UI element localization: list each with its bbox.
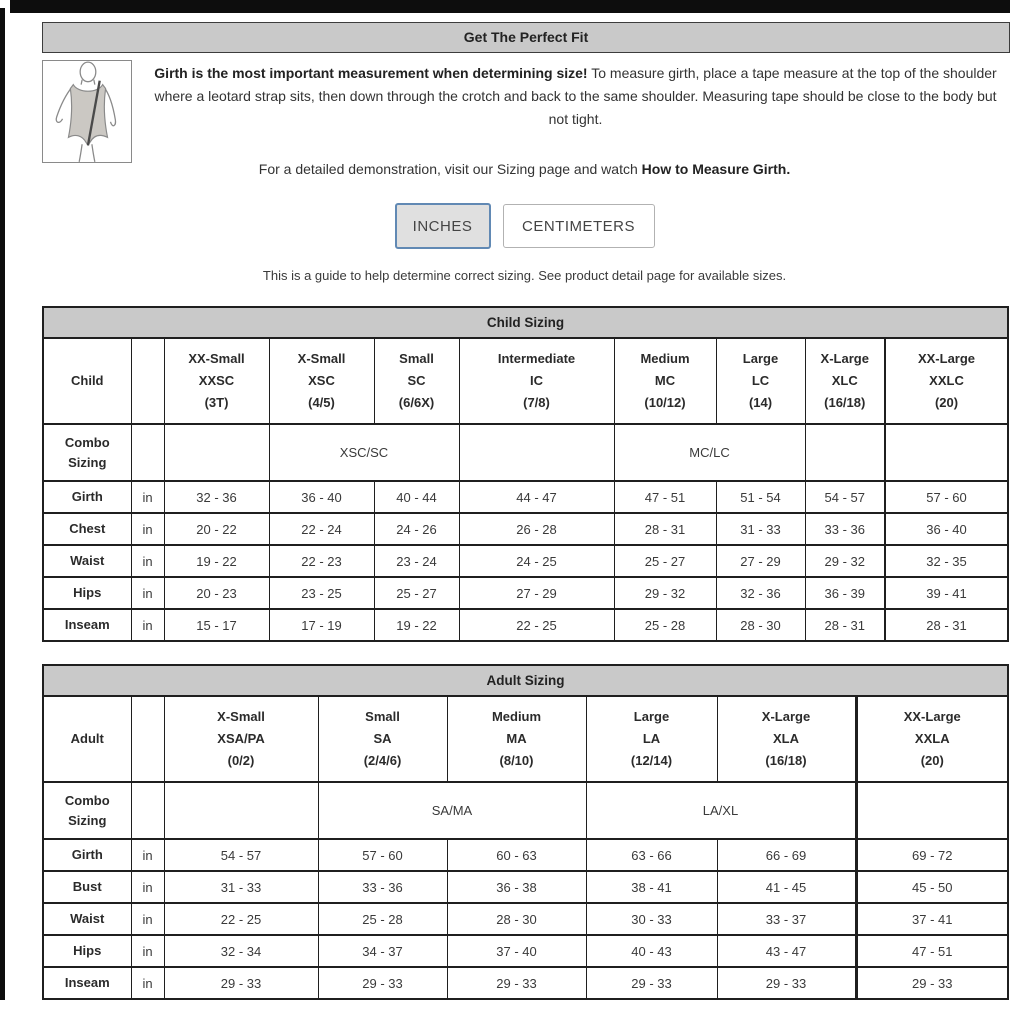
size-value-cell: 23 - 24 bbox=[374, 545, 459, 577]
size-value-cell: 31 - 33 bbox=[164, 871, 318, 903]
combo-cell: XSC/SC bbox=[269, 424, 459, 481]
size-value-cell: 25 - 27 bbox=[614, 545, 716, 577]
size-value-cell: 57 - 60 bbox=[885, 481, 1008, 513]
size-value-cell: 57 - 60 bbox=[318, 839, 447, 871]
size-value-cell: 38 - 41 bbox=[586, 871, 717, 903]
size-value-cell: 25 - 27 bbox=[374, 577, 459, 609]
size-value-cell: 47 - 51 bbox=[856, 935, 1008, 967]
girth-measurement-icon bbox=[42, 60, 132, 163]
unit-toggle bbox=[42, 203, 1007, 249]
size-value-cell: 24 - 26 bbox=[374, 513, 459, 545]
size-value-cell: 29 - 33 bbox=[164, 967, 318, 999]
size-value-cell: 47 - 51 bbox=[614, 481, 716, 513]
unit-cell: in bbox=[131, 839, 164, 871]
intro-rest-text: To measure girth, place a tape measure at the top of the shoulder where a leotard strap sits, then down through the crotch and back to the same shoulder. Measuring tape should be close to the body but not tight. bbox=[154, 65, 997, 127]
size-value-cell: 54 - 57 bbox=[805, 481, 885, 513]
table-row-group-label: Child bbox=[43, 338, 131, 424]
size-value-cell: 17 - 19 bbox=[269, 609, 374, 641]
size-header-cell: Large LA (12/14) bbox=[586, 696, 717, 782]
size-value-cell: 32 - 35 bbox=[885, 545, 1008, 577]
measurement-label: Bust bbox=[43, 871, 131, 903]
size-value-cell: 25 - 28 bbox=[318, 903, 447, 935]
combo-cell: MC/LC bbox=[614, 424, 805, 481]
size-value-cell: 22 - 25 bbox=[164, 903, 318, 935]
size-value-cell: 27 - 29 bbox=[459, 577, 614, 609]
demo-bold-text: How to Measure Girth. bbox=[641, 161, 791, 177]
size-value-cell: 36 - 39 bbox=[805, 577, 885, 609]
size-value-cell: 29 - 32 bbox=[805, 545, 885, 577]
unit-cell bbox=[131, 424, 164, 481]
size-value-cell: 29 - 33 bbox=[586, 967, 717, 999]
combo-cell: LA/XL bbox=[586, 782, 856, 839]
size-value-cell: 40 - 43 bbox=[586, 935, 717, 967]
size-value-cell: 26 - 28 bbox=[459, 513, 614, 545]
size-header-cell: XX-Large XXLC (20) bbox=[885, 338, 1008, 424]
size-value-cell: 33 - 36 bbox=[318, 871, 447, 903]
unit-cell: in bbox=[131, 967, 164, 999]
size-value-cell: 54 - 57 bbox=[164, 839, 318, 871]
size-header-cell: X-Large XLA (16/18) bbox=[717, 696, 856, 782]
size-value-cell: 36 - 38 bbox=[447, 871, 586, 903]
unit-cell: in bbox=[131, 481, 164, 513]
size-header-cell: Small SA (2/4/6) bbox=[318, 696, 447, 782]
combo-cell bbox=[805, 424, 885, 481]
table-title: Adult Sizing bbox=[43, 665, 1008, 696]
intro-section bbox=[42, 60, 1007, 163]
size-value-cell: 28 - 31 bbox=[614, 513, 716, 545]
size-value-cell: 29 - 33 bbox=[447, 967, 586, 999]
measurement-label: Hips bbox=[43, 577, 131, 609]
size-value-cell: 37 - 40 bbox=[447, 935, 586, 967]
size-value-cell: 22 - 24 bbox=[269, 513, 374, 545]
size-value-cell: 66 - 69 bbox=[717, 839, 856, 871]
size-value-cell: 31 - 33 bbox=[716, 513, 805, 545]
size-value-cell: 63 - 66 bbox=[586, 839, 717, 871]
measurement-label: Inseam bbox=[43, 967, 131, 999]
size-value-cell: 33 - 37 bbox=[717, 903, 856, 935]
measurement-label: Girth bbox=[43, 481, 131, 513]
unit-cell: in bbox=[131, 513, 164, 545]
size-value-cell: 29 - 33 bbox=[856, 967, 1008, 999]
size-value-cell: 45 - 50 bbox=[856, 871, 1008, 903]
unit-cell: in bbox=[131, 609, 164, 641]
leotard-shape bbox=[68, 85, 107, 146]
size-value-cell: 43 - 47 bbox=[717, 935, 856, 967]
size-value-cell: 32 - 36 bbox=[716, 577, 805, 609]
unit-cell: in bbox=[131, 545, 164, 577]
combo-sizing-label: Combo Sizing bbox=[43, 782, 131, 839]
size-value-cell: 41 - 45 bbox=[717, 871, 856, 903]
adult-sizing-table bbox=[42, 664, 1009, 1000]
measurement-label: Waist bbox=[43, 545, 131, 577]
size-header-cell: XX-Small XXSC (3T) bbox=[164, 338, 269, 424]
unit-cell: in bbox=[131, 935, 164, 967]
combo-cell bbox=[164, 782, 318, 839]
unit-cell bbox=[131, 782, 164, 839]
size-header-cell: Small SC (6/6X) bbox=[374, 338, 459, 424]
intro-bold-text: Girth is the most important measurement when determining size! bbox=[154, 65, 588, 81]
guide-note: This is a guide to help determine correct sizing. See product detail page for available sizes. bbox=[262, 268, 787, 283]
size-header-cell: Large LC (14) bbox=[716, 338, 805, 424]
centimeters-button[interactable]: CENTIMETERS bbox=[503, 204, 655, 248]
size-value-cell: 40 - 44 bbox=[374, 481, 459, 513]
table-row-group-label: Adult bbox=[43, 696, 131, 782]
size-value-cell: 28 - 31 bbox=[805, 609, 885, 641]
size-value-cell: 19 - 22 bbox=[164, 545, 269, 577]
size-header-cell: X-Small XSC (4/5) bbox=[269, 338, 374, 424]
unit-column-header bbox=[131, 696, 164, 782]
measurement-label: Girth bbox=[43, 839, 131, 871]
measurement-label: Inseam bbox=[43, 609, 131, 641]
size-value-cell: 51 - 54 bbox=[716, 481, 805, 513]
size-value-cell: 30 - 33 bbox=[586, 903, 717, 935]
size-value-cell: 23 - 25 bbox=[269, 577, 374, 609]
size-value-cell: 36 - 40 bbox=[269, 481, 374, 513]
combo-cell bbox=[856, 782, 1008, 839]
size-value-cell: 39 - 41 bbox=[885, 577, 1008, 609]
intro-paragraph bbox=[144, 62, 1007, 163]
table-title: Child Sizing bbox=[43, 307, 1008, 338]
size-value-cell: 29 - 33 bbox=[717, 967, 856, 999]
combo-cell: SA/MA bbox=[318, 782, 586, 839]
screenshot-border-left bbox=[0, 8, 5, 1000]
unit-cell: in bbox=[131, 577, 164, 609]
size-value-cell: 29 - 33 bbox=[318, 967, 447, 999]
size-value-cell: 22 - 23 bbox=[269, 545, 374, 577]
figure-head bbox=[80, 62, 96, 82]
size-value-cell: 24 - 25 bbox=[459, 545, 614, 577]
size-value-cell: 20 - 23 bbox=[164, 577, 269, 609]
measurement-label: Chest bbox=[43, 513, 131, 545]
size-value-cell: 36 - 40 bbox=[885, 513, 1008, 545]
page-content bbox=[42, 0, 1007, 1000]
size-header-cell: Medium MC (10/12) bbox=[614, 338, 716, 424]
measurement-label: Waist bbox=[43, 903, 131, 935]
size-value-cell: 25 - 28 bbox=[614, 609, 716, 641]
size-value-cell: 33 - 36 bbox=[805, 513, 885, 545]
size-value-cell: 32 - 36 bbox=[164, 481, 269, 513]
unit-cell: in bbox=[131, 903, 164, 935]
combo-sizing-label: Combo Sizing bbox=[43, 424, 131, 481]
unit-cell: in bbox=[131, 871, 164, 903]
combo-cell bbox=[885, 424, 1008, 481]
size-value-cell: 32 - 34 bbox=[164, 935, 318, 967]
size-value-cell: 28 - 30 bbox=[447, 903, 586, 935]
child-sizing-table bbox=[42, 306, 1009, 642]
measurement-label: Hips bbox=[43, 935, 131, 967]
size-value-cell: 29 - 32 bbox=[614, 577, 716, 609]
size-value-cell: 20 - 22 bbox=[164, 513, 269, 545]
size-value-cell: 60 - 63 bbox=[447, 839, 586, 871]
unit-column-header bbox=[131, 338, 164, 424]
combo-cell bbox=[164, 424, 269, 481]
size-header-cell: X-Large XLC (16/18) bbox=[805, 338, 885, 424]
size-value-cell: 28 - 31 bbox=[885, 609, 1008, 641]
inches-button[interactable]: INCHES bbox=[395, 203, 491, 249]
size-value-cell: 34 - 37 bbox=[318, 935, 447, 967]
page-title: Get The Perfect Fit bbox=[42, 22, 1010, 53]
size-value-cell: 27 - 29 bbox=[716, 545, 805, 577]
size-header-cell: Medium MA (8/10) bbox=[447, 696, 586, 782]
size-value-cell: 69 - 72 bbox=[856, 839, 1008, 871]
size-value-cell: 28 - 30 bbox=[716, 609, 805, 641]
demo-prefix-text: For a detailed demonstration, visit our Sizing page and watch bbox=[258, 161, 642, 177]
size-value-cell: 44 - 47 bbox=[459, 481, 614, 513]
size-value-cell: 22 - 25 bbox=[459, 609, 614, 641]
size-value-cell: 15 - 17 bbox=[164, 609, 269, 641]
size-value-cell: 19 - 22 bbox=[374, 609, 459, 641]
size-value-cell: 37 - 41 bbox=[856, 903, 1008, 935]
combo-cell bbox=[459, 424, 614, 481]
size-header-cell: Intermediate IC (7/8) bbox=[459, 338, 614, 424]
size-header-cell: X-Small XSA/PA (0/2) bbox=[164, 696, 318, 782]
size-header-cell: XX-Large XXLA (20) bbox=[856, 696, 1008, 782]
